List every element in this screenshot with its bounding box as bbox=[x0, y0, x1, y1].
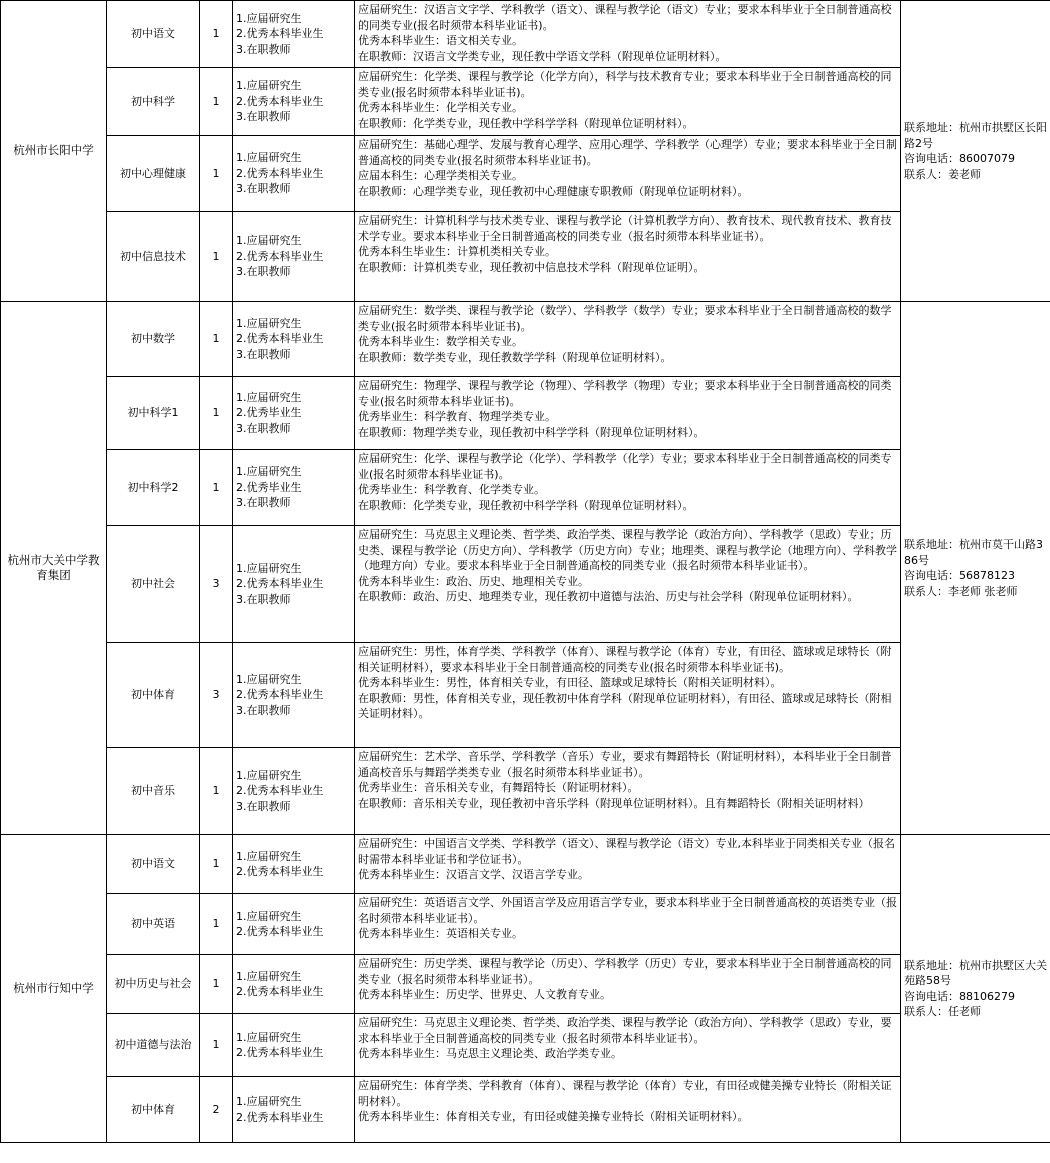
requirement-line: 应届研究生：男性，体育学类、学科教学（体育）、课程与教学论（体育）专业，有田径、篮球或足球特长（附相关证明材料），要求本科毕业于全日制普通高校的同类专业(报名时须带本科毕业证书)。 bbox=[358, 645, 892, 674]
requirements bbox=[355, 1077, 901, 1143]
requirement-line: 优秀本科毕业生：体育相关专业，有田径或健美操专业特长（附相关证明材料）。 bbox=[358, 1110, 749, 1123]
type-line: 3.在职教师 bbox=[236, 799, 291, 813]
subject-cell: 初中语文 bbox=[107, 1, 200, 68]
table-row bbox=[1, 894, 1050, 955]
requirements bbox=[355, 835, 901, 894]
requirement-line: 应届本科生：心理学类相关专业。 bbox=[358, 169, 523, 182]
contact-info bbox=[901, 302, 1050, 835]
type-line: 2.优秀本科毕业生 bbox=[236, 94, 324, 108]
type-line: 1.应届研究生 bbox=[236, 672, 302, 686]
count-cell: 1 bbox=[200, 377, 233, 450]
count-cell: 1 bbox=[200, 955, 233, 1014]
subject-cell: 初中科学2 bbox=[107, 450, 200, 526]
requirement-line: 应届研究生：计算机科学与技术类专业、课程与教学论（计算机教学方向）、教育技术、现代教育技术、教育技术学专业。要求本科毕业于全日制普通高校的同类专业（报名时须带本科毕业证书）。 bbox=[358, 214, 892, 243]
count-cell: 1 bbox=[200, 212, 233, 302]
requirement-line: 应届研究生：数学类、课程与教学论（数学）、学科教学（数学）专业；要求本科毕业于全日制普通高校的数学类专业(报名时须带本科毕业证书)。 bbox=[358, 304, 892, 333]
table-row bbox=[1, 302, 1050, 377]
type-line: 2.优秀本科毕业生 bbox=[236, 985, 324, 998]
contact-info bbox=[901, 835, 1050, 1143]
requirements bbox=[355, 136, 901, 212]
school-name: 杭州市大关中学教育集团 bbox=[1, 302, 107, 835]
applicant-types bbox=[233, 955, 355, 1014]
type-line: 1.应届研究生 bbox=[236, 11, 302, 25]
type-line: 3.在职教师 bbox=[236, 265, 291, 279]
count-cell: 1 bbox=[200, 136, 233, 212]
applicant-types bbox=[233, 643, 355, 748]
subject-cell: 初中英语 bbox=[107, 894, 200, 955]
count-cell: 1 bbox=[200, 1014, 233, 1077]
type-line: 2.优秀本科毕业生 bbox=[236, 27, 324, 41]
requirement-line: 在职教师：心理学类专业，现任教初中心理健康专职教师（附现单位证明材料）。 bbox=[358, 184, 749, 198]
requirement-line: 优秀毕业生：音乐相关专业，有舞蹈特长（附证明材料）。 bbox=[358, 781, 639, 794]
requirement-line: 在职教师：男性，体育相关专业，现任教初中体育学科（附现单位证明材料），有田径、篮球或足球特长（附相关证明材料）。 bbox=[358, 691, 892, 720]
contact-person: 联系人：李老师 张老师 bbox=[904, 584, 1018, 598]
applicant-types bbox=[233, 212, 355, 302]
applicant-types bbox=[233, 526, 355, 643]
count-cell: 1 bbox=[200, 450, 233, 526]
requirements bbox=[355, 894, 901, 955]
table-row bbox=[1, 1014, 1050, 1077]
type-line: 1.应届研究生 bbox=[236, 1095, 302, 1108]
requirements bbox=[355, 302, 901, 377]
type-line: 1.应届研究生 bbox=[236, 316, 302, 330]
table-row bbox=[1, 212, 1050, 302]
type-line: 1.应届研究生 bbox=[236, 849, 302, 863]
table-row bbox=[1, 955, 1050, 1014]
count-cell: 3 bbox=[200, 643, 233, 748]
type-line: 1.应届研究生 bbox=[236, 1030, 302, 1044]
type-line: 2.优秀本科毕业生 bbox=[236, 332, 324, 346]
requirement-line: 在职教师：计算机类专业，现任教初中信息技术学科（附现单位证明）。 bbox=[358, 260, 705, 274]
subject-cell: 初中语文 bbox=[107, 835, 200, 894]
requirement-line: 在职教师：物理学类专业，现任教初中科学学科（附现单位证明材料）。 bbox=[358, 425, 705, 439]
applicant-types bbox=[233, 68, 355, 136]
count-cell: 1 bbox=[200, 68, 233, 136]
requirement-line: 优秀本科毕业生：化学相关专业。 bbox=[358, 101, 523, 114]
requirement-line: 优秀毕业生：科学教育、物理学类专业。 bbox=[358, 410, 556, 423]
contact-phone: 咨询电话：56878123 bbox=[904, 569, 1015, 582]
subject-cell: 初中数学 bbox=[107, 302, 200, 377]
count-cell: 1 bbox=[200, 894, 233, 955]
requirements bbox=[355, 643, 901, 748]
applicant-types bbox=[233, 835, 355, 894]
contact-phone: 咨询电话：86007079 bbox=[904, 152, 1015, 165]
requirement-line: 应届研究生：马克思主义理论类、哲学类、政治学类、课程与教学论（政治方向）、学科教学（思政）专业，要求本科毕业于全日制普通高校的同类专业（报名时须带本科毕业证书）。 bbox=[358, 1016, 892, 1045]
subject-cell: 初中体育 bbox=[107, 1077, 200, 1143]
table-row bbox=[1, 1077, 1050, 1143]
requirements bbox=[355, 1, 901, 68]
requirement-line: 应届研究生：体育学类、学科教育（体育）、课程与教学论（体育）专业，有田径或健美操专业特长（附相关证明材料）。 bbox=[358, 1079, 892, 1108]
type-line: 2.优秀毕业生 bbox=[236, 406, 302, 420]
requirements bbox=[355, 526, 901, 643]
subject-cell: 初中心理健康 bbox=[107, 136, 200, 212]
type-line: 1.应届研究生 bbox=[236, 561, 302, 575]
requirement-line: 应届研究生：英语语言文学、外国语言学及应用语言学专业，要求本科毕业于全日制普通高校的英语类专业（报名时须带本科毕业证书）。 bbox=[358, 896, 897, 925]
type-line: 1.应届研究生 bbox=[236, 909, 302, 923]
count-cell: 1 bbox=[200, 835, 233, 894]
type-line: 2.优秀本科毕业生 bbox=[236, 1046, 324, 1059]
school-name: 杭州市行知中学 bbox=[1, 835, 107, 1143]
requirement-line: 在职教师：化学类专业，现任教中学科学学科（附现单位证明材料）。 bbox=[358, 116, 694, 130]
requirement-line: 在职教师：汉语言文学类专业，现任教中学语文学科（附现单位证明材料）。 bbox=[358, 49, 727, 63]
requirement-line: 优秀本科毕业生：马克思主义理论类、政治学类专业。 bbox=[358, 1047, 622, 1060]
applicant-types bbox=[233, 894, 355, 955]
type-line: 1.应届研究生 bbox=[236, 234, 302, 248]
requirement-line: 应届研究生：物理学、课程与教学论（物理）、学科教学（物理）专业；要求本科毕业于全日制普通高校的同类专业(报名时须带本科毕业证书)。 bbox=[358, 379, 892, 408]
applicant-types bbox=[233, 1077, 355, 1143]
subject-cell: 初中道德与法治 bbox=[107, 1014, 200, 1077]
type-line: 1.应届研究生 bbox=[236, 465, 302, 479]
requirements bbox=[355, 68, 901, 136]
type-line: 1.应届研究生 bbox=[236, 969, 302, 983]
requirement-line: 优秀本科毕业生：男性，体育相关专业，有田径、篮球或足球特长（附相关证明材料）。 bbox=[358, 676, 782, 689]
count-cell: 3 bbox=[200, 526, 233, 643]
requirement-line: 优秀毕业生：科学教育、化学类专业。 bbox=[358, 483, 545, 496]
requirement-line: 优秀本科生毕业生：计算机类相关专业。 bbox=[358, 245, 556, 258]
contact-person: 联系人：姜老师 bbox=[904, 167, 981, 181]
type-line: 2.优秀本科毕业生 bbox=[236, 784, 324, 798]
applicant-types bbox=[233, 136, 355, 212]
type-line: 3.在职教师 bbox=[236, 182, 291, 196]
applicant-types bbox=[233, 1014, 355, 1077]
table-row bbox=[1, 1, 1050, 68]
applicant-types bbox=[233, 377, 355, 450]
type-line: 2.优秀本科毕业生 bbox=[236, 1110, 324, 1124]
count-cell: 2 bbox=[200, 1077, 233, 1143]
requirement-line: 应届研究生：历史学类、课程与教学论（历史）、学科教学（历史）专业，要求本科毕业于全日制普通高校的同类专业（报名时须带本科毕业证书）。 bbox=[358, 957, 892, 986]
table-row bbox=[1, 643, 1050, 748]
type-line: 2.优秀毕业生 bbox=[236, 480, 302, 494]
count-cell: 1 bbox=[200, 1, 233, 68]
requirement-line: 应届研究生：汉语言文字学、学科教学（语文）、课程与教学论（语文）专业；要求本科毕业于全日制普通高校的同类专业(报名时须带本科毕业证书)。 bbox=[358, 3, 892, 32]
requirement-line: 优秀本科毕业生：政治、历史、地理相关专业。 bbox=[358, 574, 589, 588]
type-line: 2.优秀本科毕业生 bbox=[236, 249, 324, 263]
type-line: 3.在职教师 bbox=[236, 496, 291, 510]
requirement-line: 在职教师：政治、历史、地理类专业，现任教初中道德与法治、历史与社会学科（附现单位证明材料）。 bbox=[358, 590, 859, 603]
type-line: 3.在职教师 bbox=[236, 421, 291, 435]
requirements bbox=[355, 450, 901, 526]
type-line: 2.优秀本科毕业生 bbox=[236, 865, 324, 878]
type-line: 3.在职教师 bbox=[236, 347, 291, 361]
type-line: 2.优秀本科毕业生 bbox=[236, 577, 324, 591]
count-cell: 1 bbox=[200, 748, 233, 835]
type-line: 2.优秀本科毕业生 bbox=[236, 166, 324, 180]
table-row bbox=[1, 450, 1050, 526]
requirement-line: 在职教师：数学类专业，现任教数学学科（附现单位证明材料）。 bbox=[358, 350, 672, 364]
requirement-line: 在职教师：音乐相关专业，现任教初中音乐学科（附现单位证明材料）。且有舞蹈特长（附相关证明材料） bbox=[358, 796, 870, 810]
requirement-line: 优秀本科毕业生：数学相关专业。 bbox=[358, 335, 523, 348]
requirement-line: 应届研究生：化学、课程与教学论（化学）、学科教学（化学）专业；要求本科毕业于全日制普通高校的同类专业(报名时须带本科毕业证书)。 bbox=[358, 452, 892, 481]
type-line: 2.优秀本科毕业生 bbox=[236, 688, 324, 702]
requirement-line: 应届研究生：艺术学、音乐学、学科教学（音乐）专业，要求有舞蹈特长（附证明材料），本科毕业于全日制普通高校音乐与舞蹈学类类专业（报名时须带本科毕业证书）。 bbox=[358, 750, 892, 779]
subject-cell: 初中科学 bbox=[107, 68, 200, 136]
subject-cell: 初中社会 bbox=[107, 526, 200, 643]
requirement-line: 在职教师：化学类专业，现任教初中科学学科（附现单位证明材料）。 bbox=[358, 498, 694, 512]
requirement-line: 应届研究生：化学类、课程与教学论（化学方向），科学与技术教育专业；要求本科毕业于全日制普通高校的同类专业(报名时须带本科毕业证书)。 bbox=[358, 70, 892, 99]
type-line: 1.应届研究生 bbox=[236, 390, 302, 404]
type-line: 3.在职教师 bbox=[236, 703, 291, 717]
requirement-line: 应届研究生：中国语言文学类、学科教学（语文）、课程与教学论（语文）专业,本科毕业于同类相关专业（报名时需带本科毕业证书和学位证书）。 bbox=[358, 837, 895, 866]
table-row bbox=[1, 68, 1050, 136]
subject-cell: 初中历史与社会 bbox=[107, 955, 200, 1014]
subject-cell: 初中音乐 bbox=[107, 748, 200, 835]
table-row bbox=[1, 526, 1050, 643]
requirements bbox=[355, 377, 901, 450]
contact-address: 联系地址：杭州市莫干山路386号 bbox=[904, 538, 1043, 567]
requirements bbox=[355, 1014, 901, 1077]
type-line: 1.应届研究生 bbox=[236, 79, 302, 93]
subject-cell: 初中体育 bbox=[107, 643, 200, 748]
table-row bbox=[1, 377, 1050, 450]
contact-address: 联系地址：杭州市拱墅区大关苑路58号 bbox=[904, 958, 1047, 987]
requirements bbox=[355, 748, 901, 835]
type-line: 3.在职教师 bbox=[236, 42, 291, 56]
requirement-line: 优秀本科毕业生：汉语言文学、汉语言学专业。 bbox=[358, 868, 589, 881]
subject-cell: 初中科学1 bbox=[107, 377, 200, 450]
type-line: 1.应届研究生 bbox=[236, 768, 302, 782]
type-line: 3.在职教师 bbox=[236, 110, 291, 124]
requirement-line: 优秀本科毕业生：历史学、世界史、人文教育专业。 bbox=[358, 988, 611, 1001]
subject-cell: 初中信息技术 bbox=[107, 212, 200, 302]
requirements bbox=[355, 955, 901, 1014]
type-line: 2.优秀本科毕业生 bbox=[236, 925, 324, 938]
applicant-types bbox=[233, 302, 355, 377]
table-row bbox=[1, 136, 1050, 212]
contact-person: 联系人：任老师 bbox=[904, 1005, 981, 1018]
contact-phone: 咨询电话：88106279 bbox=[904, 989, 1015, 1003]
count-cell: 1 bbox=[200, 302, 233, 377]
applicant-types bbox=[233, 1, 355, 68]
requirements bbox=[355, 212, 901, 302]
table-row bbox=[1, 835, 1050, 894]
contact-info bbox=[901, 1, 1050, 302]
school-name: 杭州市长阳中学 bbox=[1, 1, 107, 302]
applicant-types bbox=[233, 748, 355, 835]
contact-address: 联系地址：杭州市拱墅区长阳路2号 bbox=[904, 121, 1047, 150]
table-row bbox=[1, 748, 1050, 835]
requirement-line: 应届研究生：基础心理学、发展与教育心理学、应用心理学、学科教学（心理学）专业；要求本科毕业于全日制普通高校的同类专业(报名时须带本科毕业证书)。 bbox=[358, 138, 897, 167]
applicant-types bbox=[233, 450, 355, 526]
requirement-line: 优秀本科毕业生：英语相关专业。 bbox=[358, 927, 523, 940]
requirement-line: 优秀本科毕业生：语文相关专业。 bbox=[358, 34, 523, 47]
type-line: 1.应届研究生 bbox=[236, 151, 302, 165]
requirement-line: 应届研究生：马克思主义理论类、哲学类、政治学类、课程与教学论（政治方向）、学科教学（思政）专业；历史类、课程与教学论（历史方向）、学科教学（历史方向）专业；地理类、课程与教学论（地理方向）、学科教学（地理方向）专业。要求本科毕业于全日制普通高校的同类专业（报名时须带本科毕业证书）。 bbox=[358, 528, 897, 572]
type-line: 3.在职教师 bbox=[236, 592, 291, 606]
